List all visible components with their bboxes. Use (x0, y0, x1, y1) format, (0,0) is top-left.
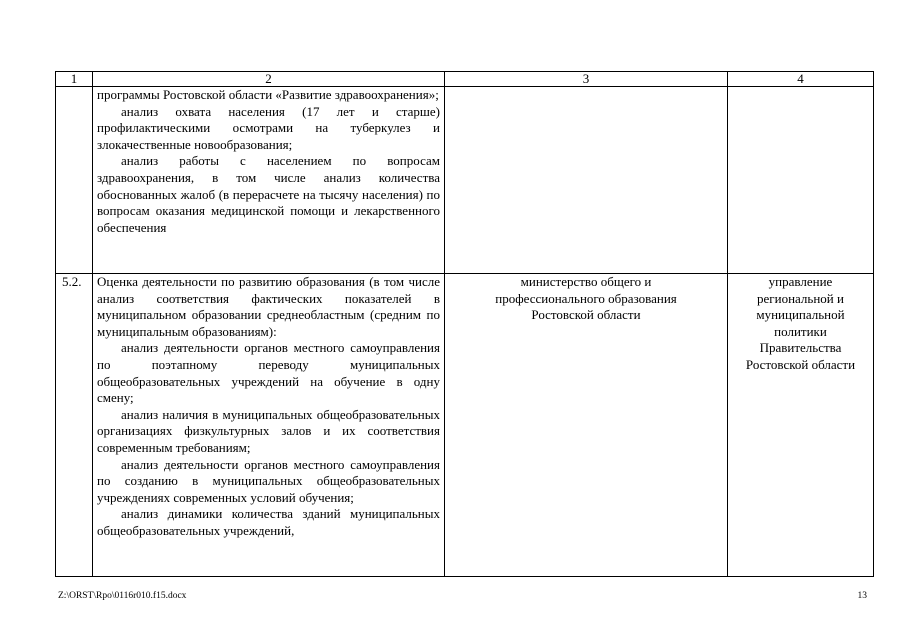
header-col-1: 1 (56, 72, 93, 87)
header-col-3: 3 (445, 72, 728, 87)
coexecutor-line: управление (768, 274, 833, 289)
coexecutor-cell (728, 87, 874, 274)
header-col-4: 4 (728, 72, 874, 87)
content-paragraph: анализ охвата населения (17 лет и старше) профилактическими осмотрами на туберкулез и злокачественные новообразования; (97, 103, 440, 152)
row-number (56, 87, 93, 274)
coexecutor-line: Правительства (759, 340, 842, 356)
table-row (56, 87, 874, 274)
document-table (55, 71, 874, 577)
content-paragraph: анализ деятельности органов местного самоуправления по созданию в муниципальных общеобразовательных учреждениях современных условий обучения; (97, 456, 440, 505)
row-number: 5.2. (56, 274, 93, 577)
responsible-line: профессионального образования (495, 290, 677, 306)
responsible-line: Ростовской области (531, 307, 641, 323)
row-content (93, 87, 445, 274)
table-header-row (56, 72, 874, 87)
content-paragraph: Оценка деятельности по развитию образования (в том числе анализ соответствия фактических показателей в муниципальном образовании среднеобластным (средним по муниципальным образованиям): (97, 274, 440, 339)
footer-file-path: Z:\ORST\Rpo\0116r010.f15.docx (58, 591, 187, 601)
responsible-cell (445, 274, 728, 577)
content-paragraph: анализ наличия в муниципальных общеобразовательных организациях физкультурных залов и их соответствия современным требованиям; (97, 406, 440, 455)
content-paragraph: анализ динамики количества зданий муниципальных общеобразовательных учреждений, (97, 506, 440, 538)
responsible-cell (445, 87, 728, 274)
responsible-line: министерство общего и (520, 274, 652, 289)
coexecutor-line: муниципальной (756, 307, 845, 323)
coexecutor-line: Ростовской области (745, 356, 856, 372)
content-paragraph: анализ деятельности органов местного самоуправления по поэтапному переводу муниципальных общеобразовательных учреждений на обучение в одну смену; (97, 340, 440, 406)
row-content (93, 274, 445, 577)
content-paragraph: программы Ростовской области «Развитие здравоохранения»; (97, 87, 439, 102)
coexecutor-cell (728, 274, 874, 577)
coexecutor-line: политики (774, 323, 827, 339)
header-col-2: 2 (93, 72, 445, 87)
table-row (56, 274, 874, 577)
coexecutor-line: региональной и (757, 290, 844, 306)
content-paragraph: анализ работы с населением по вопросам здравоохранения, в том числе анализ количества обоснованных жалоб (в перерасчете на тысячу населения) по вопросам оказания медицинской помощи и лекарственного обеспечения (97, 153, 440, 235)
page-number: 13 (857, 591, 867, 601)
